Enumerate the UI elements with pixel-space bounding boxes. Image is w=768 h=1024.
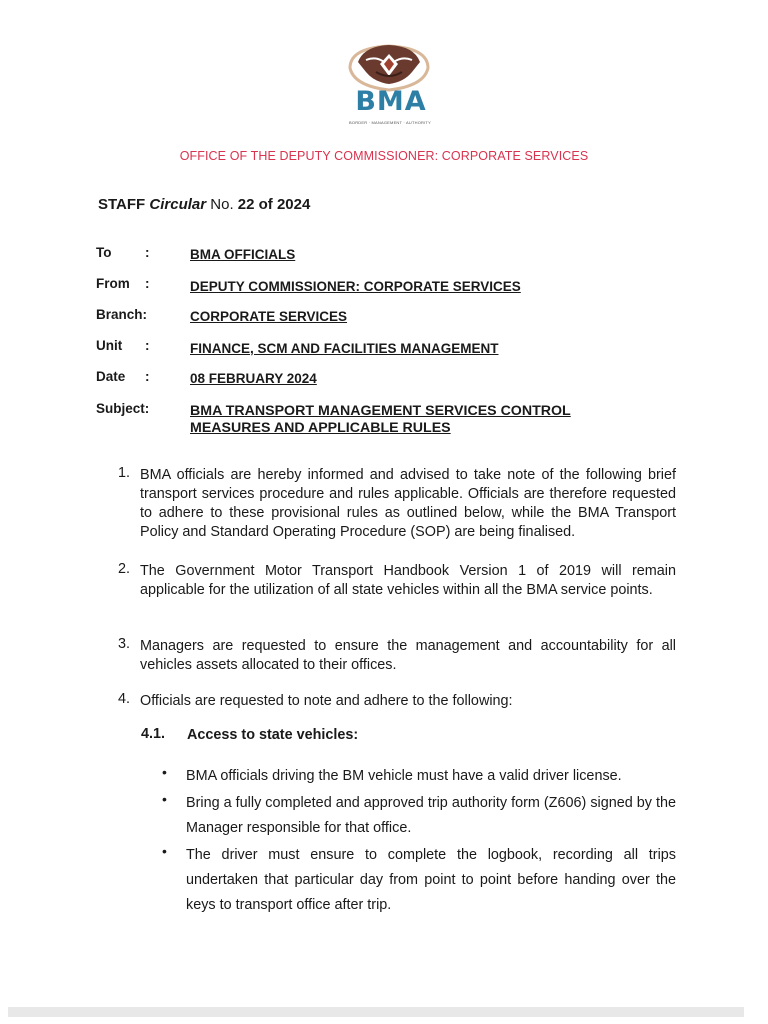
para-3-number: 3. [118,636,131,652]
para-3-text: Managers are requested to ensure the management and accountability for all vehicles assets allocated to their offices. [140,638,676,673]
para-4-text: Officials are requested to note and adhere to the following: [140,693,513,709]
date-label: Date [96,369,126,384]
subject-label: Subject: [96,401,150,416]
para-2-number: 2. [118,561,131,577]
subsection-number: 4.1. [141,726,166,742]
para-1-text: BMA officials are hereby informed and advised to take note of the following brief transport services procedure and rules applicable. Officials are therefore requested to adhere to these provisional rules as outlined below, while the BMA Transport Policy and Standard Operating Procedure (SOP) are being finalised. [140,467,676,540]
logo-wordmark: BMA [355,86,427,117]
branch-label: Branch: [96,307,148,322]
emblem-icon [336,42,442,92]
date-colon: : [145,369,150,384]
circular-value: 22 of 2024 [237,196,311,213]
page-edge-shadow [8,1007,744,1017]
circular-no: No. [210,196,234,213]
bullet-1-text: BMA officials driving the BM vehicle must have a valid driver license. [186,768,622,784]
subsection-title: Access to state vehicles: [187,727,359,743]
unit-value: FINANCE, SCM AND FACILITIES MANAGEMENT [190,341,499,356]
unit-colon: : [145,338,150,353]
circular-number [98,196,310,213]
circular-word: Circular [149,196,207,213]
bullet-icon: • [162,791,167,807]
circular-staff: STAFF [98,196,146,213]
date-value: 08 FEBRUARY 2024 [190,371,317,386]
from-label: From [96,276,130,291]
para-1-number: 1. [118,465,131,481]
office-title: OFFICE OF THE DEPUTY COMMISSIONER: CORPORATE SERVICES [179,149,589,163]
para-2-text: The Government Motor Transport Handbook Version 1 of 2019 will remain applicable for the utilization of all state vehicles within all the BMA service points. [140,563,676,598]
to-label: To [96,245,112,260]
to-colon: : [145,245,150,260]
to-value: BMA OFFICIALS [190,247,296,262]
logo-tagline: BORDER · MANAGEMENT · AUTHORITY [349,120,431,125]
bma-logo [336,42,442,130]
subject-line-1: BMA TRANSPORT MANAGEMENT SERVICES CONTROL [190,403,571,419]
unit-label: Unit [96,338,123,353]
branch-value: CORPORATE SERVICES [190,309,348,324]
subject-line-2: MEASURES AND APPLICABLE RULES [190,420,451,436]
bullet-3-text: The driver must ensure to complete the logbook, recording all trips undertaken that particular day from point to point before handing over the keys to transport office after trip. [186,847,676,913]
bullet-2-text: Bring a fully completed and approved trip authority form (Z606) signed by the Manager responsible for that office. [186,795,676,836]
from-colon: : [145,276,150,291]
para-4-number: 4. [118,691,131,707]
from-value: DEPUTY COMMISSIONER: CORPORATE SERVICES [190,279,521,294]
bullet-icon: • [162,764,167,780]
subject-value [190,403,630,437]
bullet-icon: • [162,843,167,859]
